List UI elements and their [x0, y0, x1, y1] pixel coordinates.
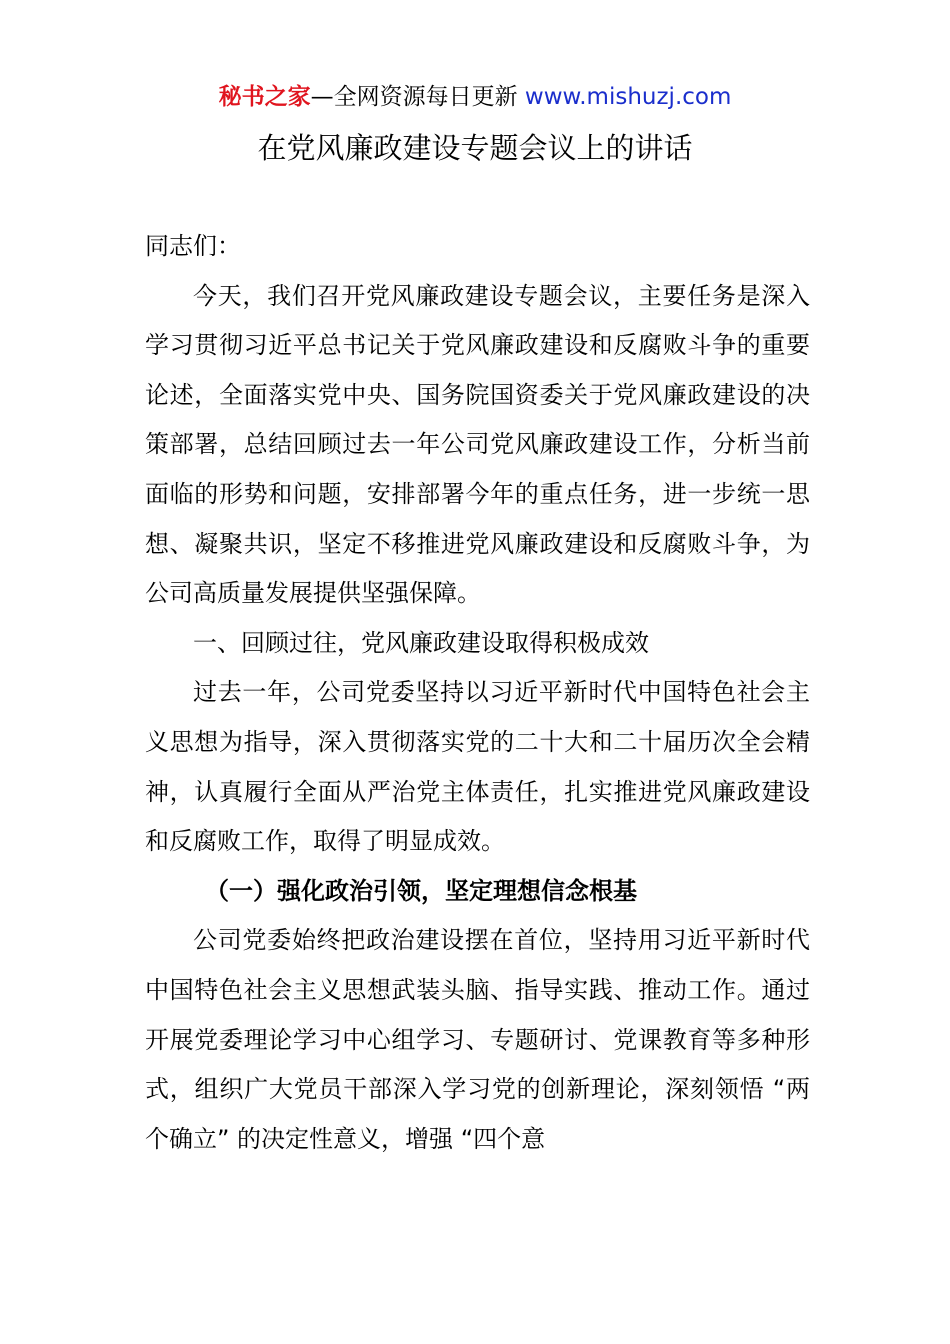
- subsection-heading: （一）强化政治引领，坚定理想信念根基: [205, 876, 637, 905]
- header-tagline: —全网资源每日更新: [310, 84, 518, 110]
- brand-name: 秘书之家: [218, 84, 311, 110]
- intro-paragraph: 今天，我们召开党风廉政建设专题会议，主要任务是深入学习贯彻习近平总书记关于党风廉政建设和反腐败斗争的重要论述，全面落实党中央、国务院国资委关于党风廉政建设的决策部署，总结回顾过去一年公司党风廉政建设工作，分析当前面临的形势和问题，安排部署今年的重点任务，进一步统一思想、凝聚共识，坚定不移推进党风廉政建设和反腐败斗争，为公司高质量发展提供坚强保障。: [145, 281, 810, 608]
- subsection-paragraph: 公司党委始终把政治建设摆在首位，坚持用习近平新时代中国特色社会主义思想武装头脑、指导实践、推动工作。通过开展党委理论学习中心组学习、专题研讨、党课教育等多种形式，组织广大党员干部深入学习党的创新理论，深刻领悟 “两个确立” 的决定性意义，增强 “四个意: [145, 926, 810, 1153]
- section-paragraph: 过去一年，公司党委坚持以习近平新时代中国特色社会主义思想为指导，深入贯彻落实党的二十大和二十届历次全会精神，认真履行全面从严治党主体责任，扎实推进党风廉政建设和反腐败工作，取得了明显成效。: [145, 678, 810, 856]
- document-body: [145, 222, 810, 1164]
- document-title: 在党风廉政建设专题会议上的讲话: [257, 131, 693, 165]
- section-heading: 一、回顾过往，党风廉政建设取得积极成效: [193, 628, 649, 657]
- site-header: [0, 80, 950, 114]
- site-url[interactable]: www.mishuzj.com: [524, 84, 732, 110]
- salutation: 同志们：: [145, 232, 241, 260]
